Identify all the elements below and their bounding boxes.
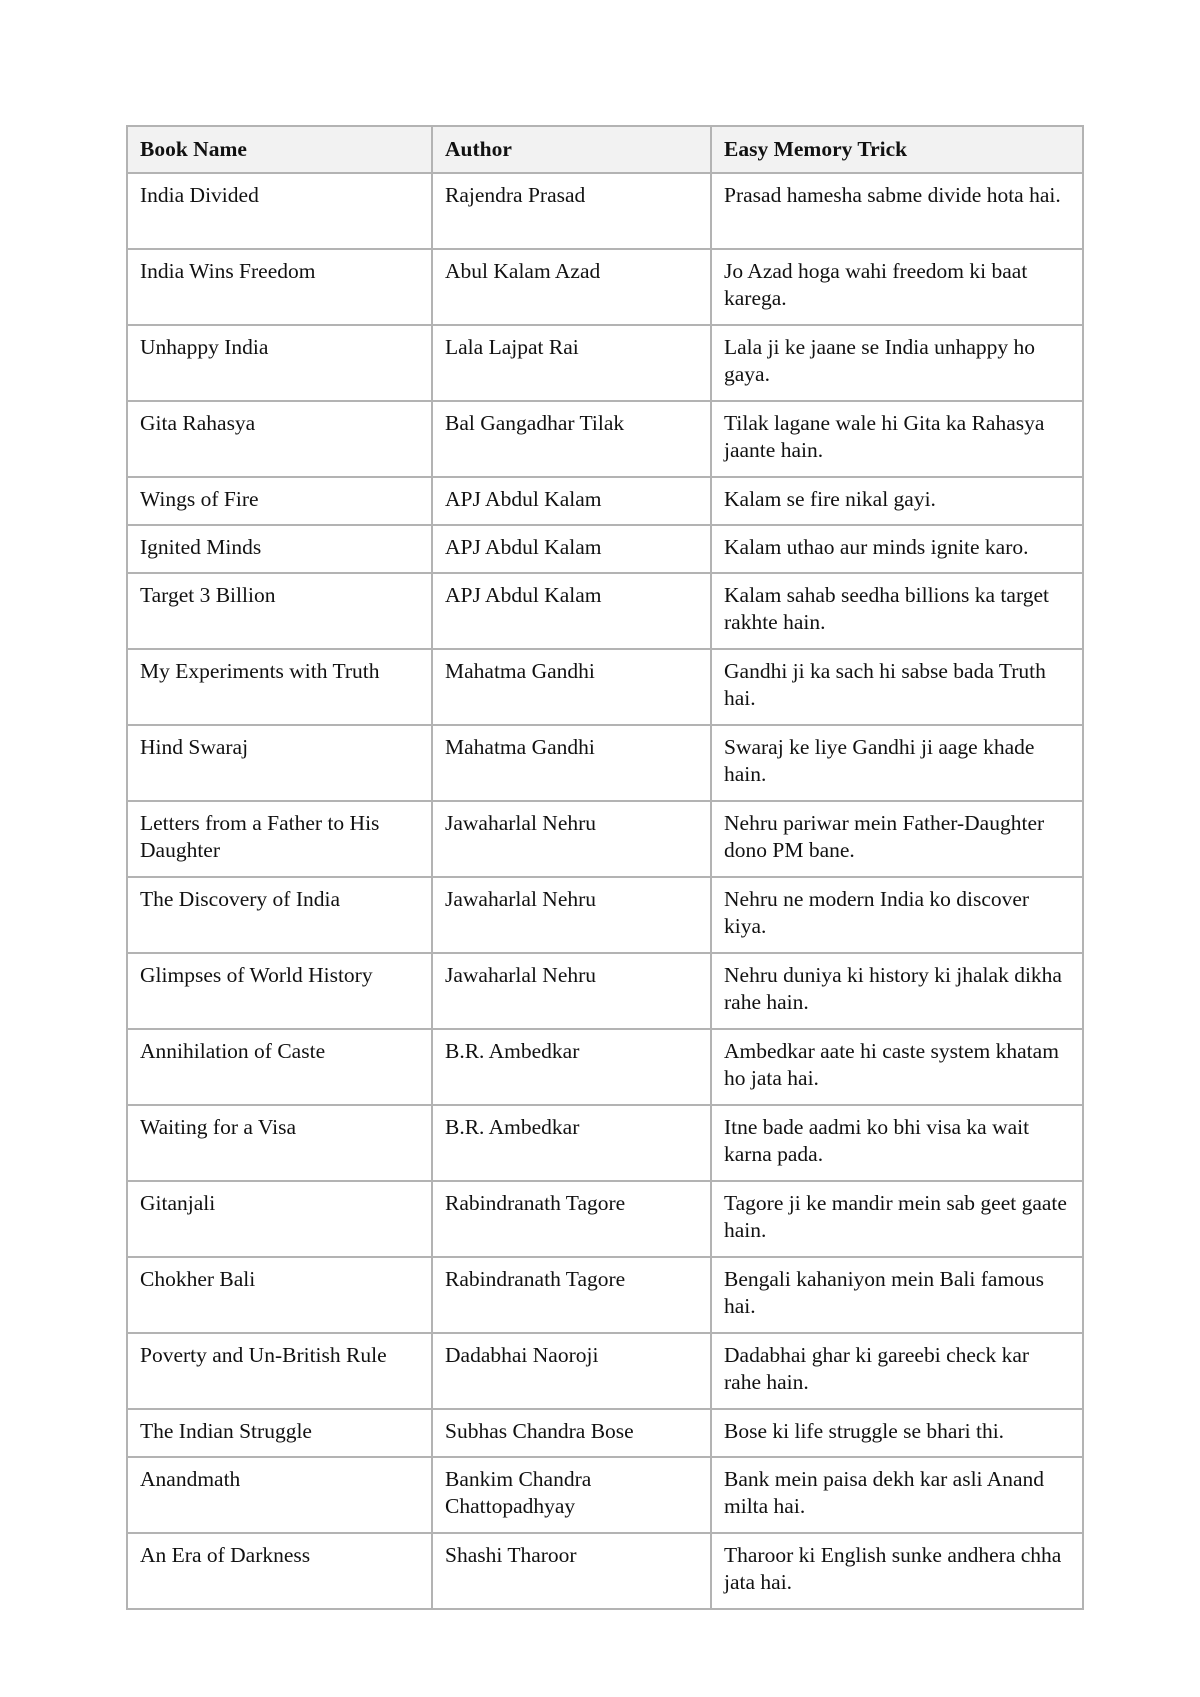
table-row — [127, 725, 1083, 801]
book-name-cell: Target 3 Billion — [127, 573, 432, 649]
table-row — [127, 953, 1083, 1029]
table-row — [127, 573, 1083, 649]
book-name-cell: The Indian Struggle — [127, 1409, 432, 1457]
memory-trick-cell: Lala ji ke jaane se India unhappy ho gaya. — [711, 325, 1083, 401]
author-cell: Mahatma Gandhi — [432, 649, 711, 725]
book-name-cell: Waiting for a Visa — [127, 1105, 432, 1181]
memory-trick-cell: Nehru ne modern India ko discover kiya. — [711, 877, 1083, 953]
author-cell: Dadabhai Naoroji — [432, 1333, 711, 1409]
memory-trick-cell: Ambedkar aate hi caste system khatam ho jata hai. — [711, 1029, 1083, 1105]
table-row — [127, 1257, 1083, 1333]
memory-trick-cell: Jo Azad hoga wahi freedom ki baat karega. — [711, 249, 1083, 325]
memory-trick-cell: Nehru duniya ki history ki jhalak dikha rahe hain. — [711, 953, 1083, 1029]
book-name-cell: Ignited Minds — [127, 525, 432, 573]
table-row — [127, 325, 1083, 401]
author-cell: Bal Gangadhar Tilak — [432, 401, 711, 477]
table-row — [127, 525, 1083, 573]
memory-trick-cell: Tilak lagane wale hi Gita ka Rahasya jaante hain. — [711, 401, 1083, 477]
author-cell: Mahatma Gandhi — [432, 725, 711, 801]
author-cell: APJ Abdul Kalam — [432, 573, 711, 649]
book-name-cell: Chokher Bali — [127, 1257, 432, 1333]
author-cell: APJ Abdul Kalam — [432, 525, 711, 573]
header-author: Author — [432, 126, 711, 173]
header-row — [127, 126, 1083, 173]
author-cell: Rabindranath Tagore — [432, 1257, 711, 1333]
memory-trick-cell: Itne bade aadmi ko bhi visa ka wait karna pada. — [711, 1105, 1083, 1181]
memory-trick-cell: Kalam uthao aur minds ignite karo. — [711, 525, 1083, 573]
book-name-cell: An Era of Darkness — [127, 1533, 432, 1609]
author-cell: Rabindranath Tagore — [432, 1181, 711, 1257]
memory-trick-cell: Gandhi ji ka sach hi sabse bada Truth hai. — [711, 649, 1083, 725]
table-row — [127, 1457, 1083, 1533]
book-name-cell: Gita Rahasya — [127, 401, 432, 477]
memory-trick-cell: Bengali kahaniyon mein Bali famous hai. — [711, 1257, 1083, 1333]
book-name-cell: Wings of Fire — [127, 477, 432, 525]
memory-trick-cell: Nehru pariwar mein Father-Daughter dono PM bane. — [711, 801, 1083, 877]
book-name-cell: Unhappy India — [127, 325, 432, 401]
table-row — [127, 1029, 1083, 1105]
author-cell: B.R. Ambedkar — [432, 1105, 711, 1181]
table-row — [127, 1105, 1083, 1181]
books-table — [126, 125, 1084, 1610]
author-cell: B.R. Ambedkar — [432, 1029, 711, 1105]
author-cell: Jawaharlal Nehru — [432, 801, 711, 877]
memory-trick-cell: Swaraj ke liye Gandhi ji aage khade hain. — [711, 725, 1083, 801]
memory-trick-cell: Bank mein paisa dekh kar asli Anand milta hai. — [711, 1457, 1083, 1533]
author-cell: Abul Kalam Azad — [432, 249, 711, 325]
author-cell: Subhas Chandra Bose — [432, 1409, 711, 1457]
table-row — [127, 1533, 1083, 1609]
header-memory-trick: Easy Memory Trick — [711, 126, 1083, 173]
memory-trick-cell: Bose ki life struggle se bhari thi. — [711, 1409, 1083, 1457]
author-cell: Rajendra Prasad — [432, 173, 711, 249]
memory-trick-cell: Tharoor ki English sunke andhera chha jata hai. — [711, 1533, 1083, 1609]
book-name-cell: Annihilation of Caste — [127, 1029, 432, 1105]
table-row — [127, 1181, 1083, 1257]
book-name-cell: Anandmath — [127, 1457, 432, 1533]
book-name-cell: Letters from a Father to His Daughter — [127, 801, 432, 877]
memory-trick-cell: Kalam se fire nikal gayi. — [711, 477, 1083, 525]
book-name-cell: India Divided — [127, 173, 432, 249]
table-row — [127, 649, 1083, 725]
table-row — [127, 249, 1083, 325]
table-row — [127, 1333, 1083, 1409]
author-cell: Jawaharlal Nehru — [432, 953, 711, 1029]
memory-trick-cell: Kalam sahab seedha billions ka target rakhte hain. — [711, 573, 1083, 649]
book-name-cell: Hind Swaraj — [127, 725, 432, 801]
table-row — [127, 877, 1083, 953]
table-row — [127, 173, 1083, 249]
author-cell: Shashi Tharoor — [432, 1533, 711, 1609]
book-name-cell: My Experiments with Truth — [127, 649, 432, 725]
table-header — [127, 126, 1083, 173]
book-name-cell: Glimpses of World History — [127, 953, 432, 1029]
header-book-name: Book Name — [127, 126, 432, 173]
table-row — [127, 477, 1083, 525]
book-name-cell: Poverty and Un-British Rule — [127, 1333, 432, 1409]
author-cell: Lala Lajpat Rai — [432, 325, 711, 401]
table-row — [127, 1409, 1083, 1457]
author-cell: Jawaharlal Nehru — [432, 877, 711, 953]
author-cell: APJ Abdul Kalam — [432, 477, 711, 525]
table-row — [127, 401, 1083, 477]
memory-trick-cell: Dadabhai ghar ki gareebi check kar rahe hain. — [711, 1333, 1083, 1409]
book-name-cell: The Discovery of India — [127, 877, 432, 953]
author-cell: Bankim Chandra Chattopadhyay — [432, 1457, 711, 1533]
book-name-cell: Gitanjali — [127, 1181, 432, 1257]
table-row — [127, 801, 1083, 877]
memory-trick-cell: Tagore ji ke mandir mein sab geet gaate hain. — [711, 1181, 1083, 1257]
book-name-cell: India Wins Freedom — [127, 249, 432, 325]
table-body — [127, 173, 1083, 1609]
memory-trick-cell: Prasad hamesha sabme divide hota hai. — [711, 173, 1083, 249]
